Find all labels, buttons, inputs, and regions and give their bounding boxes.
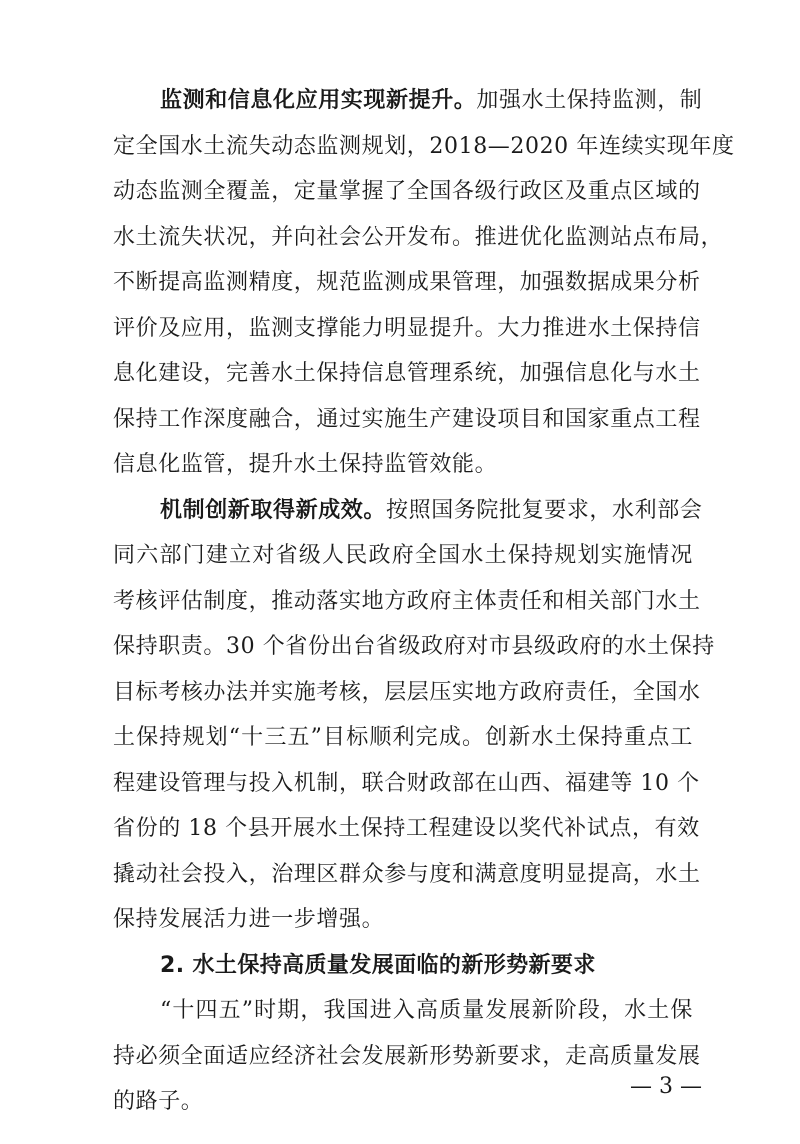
paragraph-line: 程建设管理与投入机制，联合财政部在山西、福建等 10 个 xyxy=(113,771,700,796)
paragraph-line: 考核评估制度，推动落实地方政府主体责任和相关部门水土 xyxy=(113,589,701,614)
paragraph-line: 省份的 18 个县开展水土保持工程建设以奖代补试点，有效 xyxy=(113,816,700,841)
paragraph-line: 信息化监管，提升水土保持监管效能。 xyxy=(113,452,498,477)
paragraph-line: 目标考核办法并实施考核，层层压实地方政府责任，全国水 xyxy=(113,680,701,705)
paragraph-line: 动态监测全覆盖，定量掌握了全国各级行政区及重点区域的 xyxy=(113,179,701,204)
paragraph-line: 持必须全面适应经济社会发展新形势新要求，走高质量发展 xyxy=(113,1044,701,1069)
paragraph-line: 撬动社会投入，治理区群众参与度和满意度明显提高，水土 xyxy=(113,862,701,887)
paragraph-line: 水土流失状况，并向社会公开发布。推进优化监测站点布局， xyxy=(113,225,724,250)
paragraph-line: “十四五”时期，我国进入高质量发展新阶段，水土保 xyxy=(160,998,693,1023)
paragraph-line: 息化建设，完善水土保持信息管理系统，加强信息化与水土 xyxy=(113,361,701,386)
paragraph-line xyxy=(160,78,703,123)
paragraph-line: 保持职责。30 个省份出台省级政府对市县级政府的水土保持 xyxy=(113,634,715,659)
paragraph-line xyxy=(160,488,703,533)
paragraph-line: 不断提高监测精度，规范监测成果管理，加强数据成果分析 xyxy=(113,270,701,295)
paragraph-heading: 监测和信息化应用实现新提升。 xyxy=(160,87,477,113)
paragraph-line: 的路子。 xyxy=(113,1089,204,1114)
paragraph-text: 按照国务院批复要求，水利部会 xyxy=(386,498,703,523)
paragraph-line: 评价及应用，监测支撑能力明显提升。大力推进水土保持信 xyxy=(113,316,701,341)
paragraph-line: 定全国水土流失动态监测规划，2018—2020 年连续实现年度 xyxy=(113,134,735,159)
paragraph-line: 同六部门建立对省级人民政府全国水土保持规划实施情况 xyxy=(113,543,693,568)
page-number: — 3 — xyxy=(630,1074,702,1099)
paragraph-line: 保持工作深度融合，通过实施生产建设项目和国家重点工程 xyxy=(113,407,701,432)
paragraph-line: 保持发展活力进一步增强。 xyxy=(113,907,385,932)
paragraph-text: 加强水土保持监测，制 xyxy=(476,88,703,113)
section-heading: 2. 水土保持高质量发展面临的新形势新要求 xyxy=(160,953,596,978)
paragraph-line: 土保持规划“十三五”目标顺利完成。创新水土保持重点工 xyxy=(113,725,693,750)
paragraph-heading: 机制创新取得新成效。 xyxy=(160,497,387,523)
